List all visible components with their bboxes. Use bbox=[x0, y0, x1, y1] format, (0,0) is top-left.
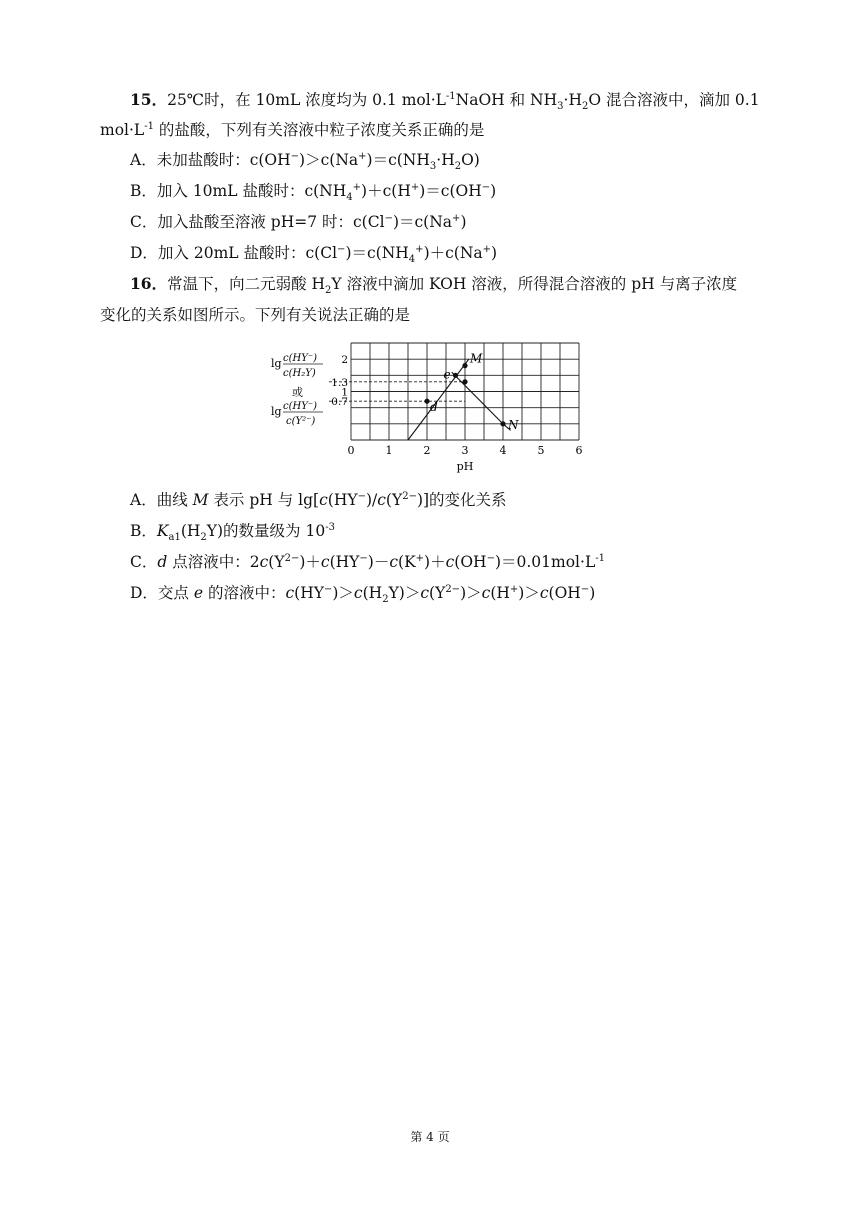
y-tick-label: 0.7 bbox=[331, 396, 348, 409]
data-point-N bbox=[500, 421, 505, 426]
series-line-1 bbox=[408, 359, 469, 440]
chart-series bbox=[408, 359, 511, 440]
q16-stem-line1: 16．常温下，向二元弱酸 $H_2Y$ 溶液中滴加 KOH 溶液，所得混合溶液的 pH 与离子浓度 bbox=[130, 274, 738, 297]
ylabel-bottom-numerator: c(HY⁻) bbox=[283, 401, 318, 412]
x-tick-label: 2 bbox=[423, 444, 431, 457]
q16-option-b: B．$K_{a1}(H_2Y)$的数量级为 $10^{-3}$ bbox=[130, 521, 335, 544]
data-point-e bbox=[453, 373, 458, 378]
q15-option-d: D．加入 20mL 盐酸时：$c(Cl^-)=c(NH_4^+)+c(Na^+)$ bbox=[130, 243, 498, 266]
q16-option-c: C．d 点溶液中：$2c(Y^{2-})+c(HY^-)-c(K^+)+c(OH^-)=0.01mol\cdot L^{-1}$ bbox=[130, 552, 605, 571]
q16-figure bbox=[268, 336, 598, 476]
point-label-d: d bbox=[430, 400, 438, 415]
data-point bbox=[462, 379, 467, 384]
ylabel-or: 或 bbox=[292, 386, 303, 399]
point-label-e: e bbox=[443, 367, 451, 382]
q15-stem-line1: 15．25℃时，在 10mL 浓度均为 0.1 $mol\cdot L^{-1}NaOH$ 和 $NH_3\cdot H_2O$ 混合溶液中，滴加 0.1 bbox=[130, 90, 760, 113]
q16-option-a: A．曲线 M 表示 pH 与 $\lg[c(HY^-)/c(Y^{2-})]$的变化关系 bbox=[130, 490, 507, 509]
q15-option-c: C．加入盐酸至溶液 pH=7 时：c(Cl−)＝c(Na+) bbox=[130, 212, 467, 231]
y-tick-label: 1.3 bbox=[331, 376, 348, 389]
chart-grid bbox=[351, 343, 579, 440]
ylabel-top-denominator: c(H₂Y) bbox=[283, 368, 316, 379]
q15-stem-line2: $mol\cdot L^{-1}$ 的盐酸，下列有关溶液中粒子浓度关系正确的是 bbox=[100, 120, 485, 139]
ylabel-top-numerator: c(HY⁻) bbox=[283, 353, 318, 364]
x-tick-label: 5 bbox=[537, 444, 545, 457]
ylabel-bottom-denominator: c(Y²⁻) bbox=[286, 416, 316, 427]
q16-option-d: D．交点 e 的溶液中：$c(HY^-)>c(H_2Y)>c(Y^{2-})>c(H^+)>c(OH^-)$ bbox=[130, 583, 596, 606]
y-tick-label: 2 bbox=[341, 354, 348, 367]
data-point-d bbox=[424, 399, 429, 404]
q15-option-a: A．未加盐酸时：$c(OH^-)>c(Na^+)=c(NH_3\cdot H_2O)$ bbox=[130, 150, 480, 173]
page-footer: 第 4 页 bbox=[410, 1130, 450, 1144]
chart-ticks bbox=[331, 351, 583, 457]
x-tick-label: 0 bbox=[347, 444, 355, 457]
q15-option-b: B．加入 10mL 盐酸时：$c(NH_4^+)+c(H^+)=c(OH^-)$ bbox=[130, 181, 497, 204]
point-label-N: N bbox=[508, 417, 519, 432]
y-tick-label: 1 bbox=[341, 386, 348, 399]
x-tick-label: 3 bbox=[461, 444, 469, 457]
q16-number: 16． bbox=[130, 274, 168, 293]
q15-number: 15． bbox=[130, 90, 168, 109]
x-tick-label: 6 bbox=[575, 444, 583, 457]
ph-log-ratio-chart bbox=[268, 336, 598, 476]
point-label-M: M bbox=[470, 351, 483, 366]
ylabel-lg-bottom: lg bbox=[271, 405, 282, 418]
x-tick-label: 4 bbox=[499, 444, 507, 457]
q16-stem-line2: 变化的关系如图所示。下列有关说法正确的是 bbox=[100, 306, 411, 324]
x-axis-label: pH bbox=[456, 460, 474, 473]
data-point-M bbox=[462, 363, 467, 368]
ylabel-lg-top: lg bbox=[271, 357, 282, 370]
x-tick-label: 1 bbox=[385, 444, 393, 457]
